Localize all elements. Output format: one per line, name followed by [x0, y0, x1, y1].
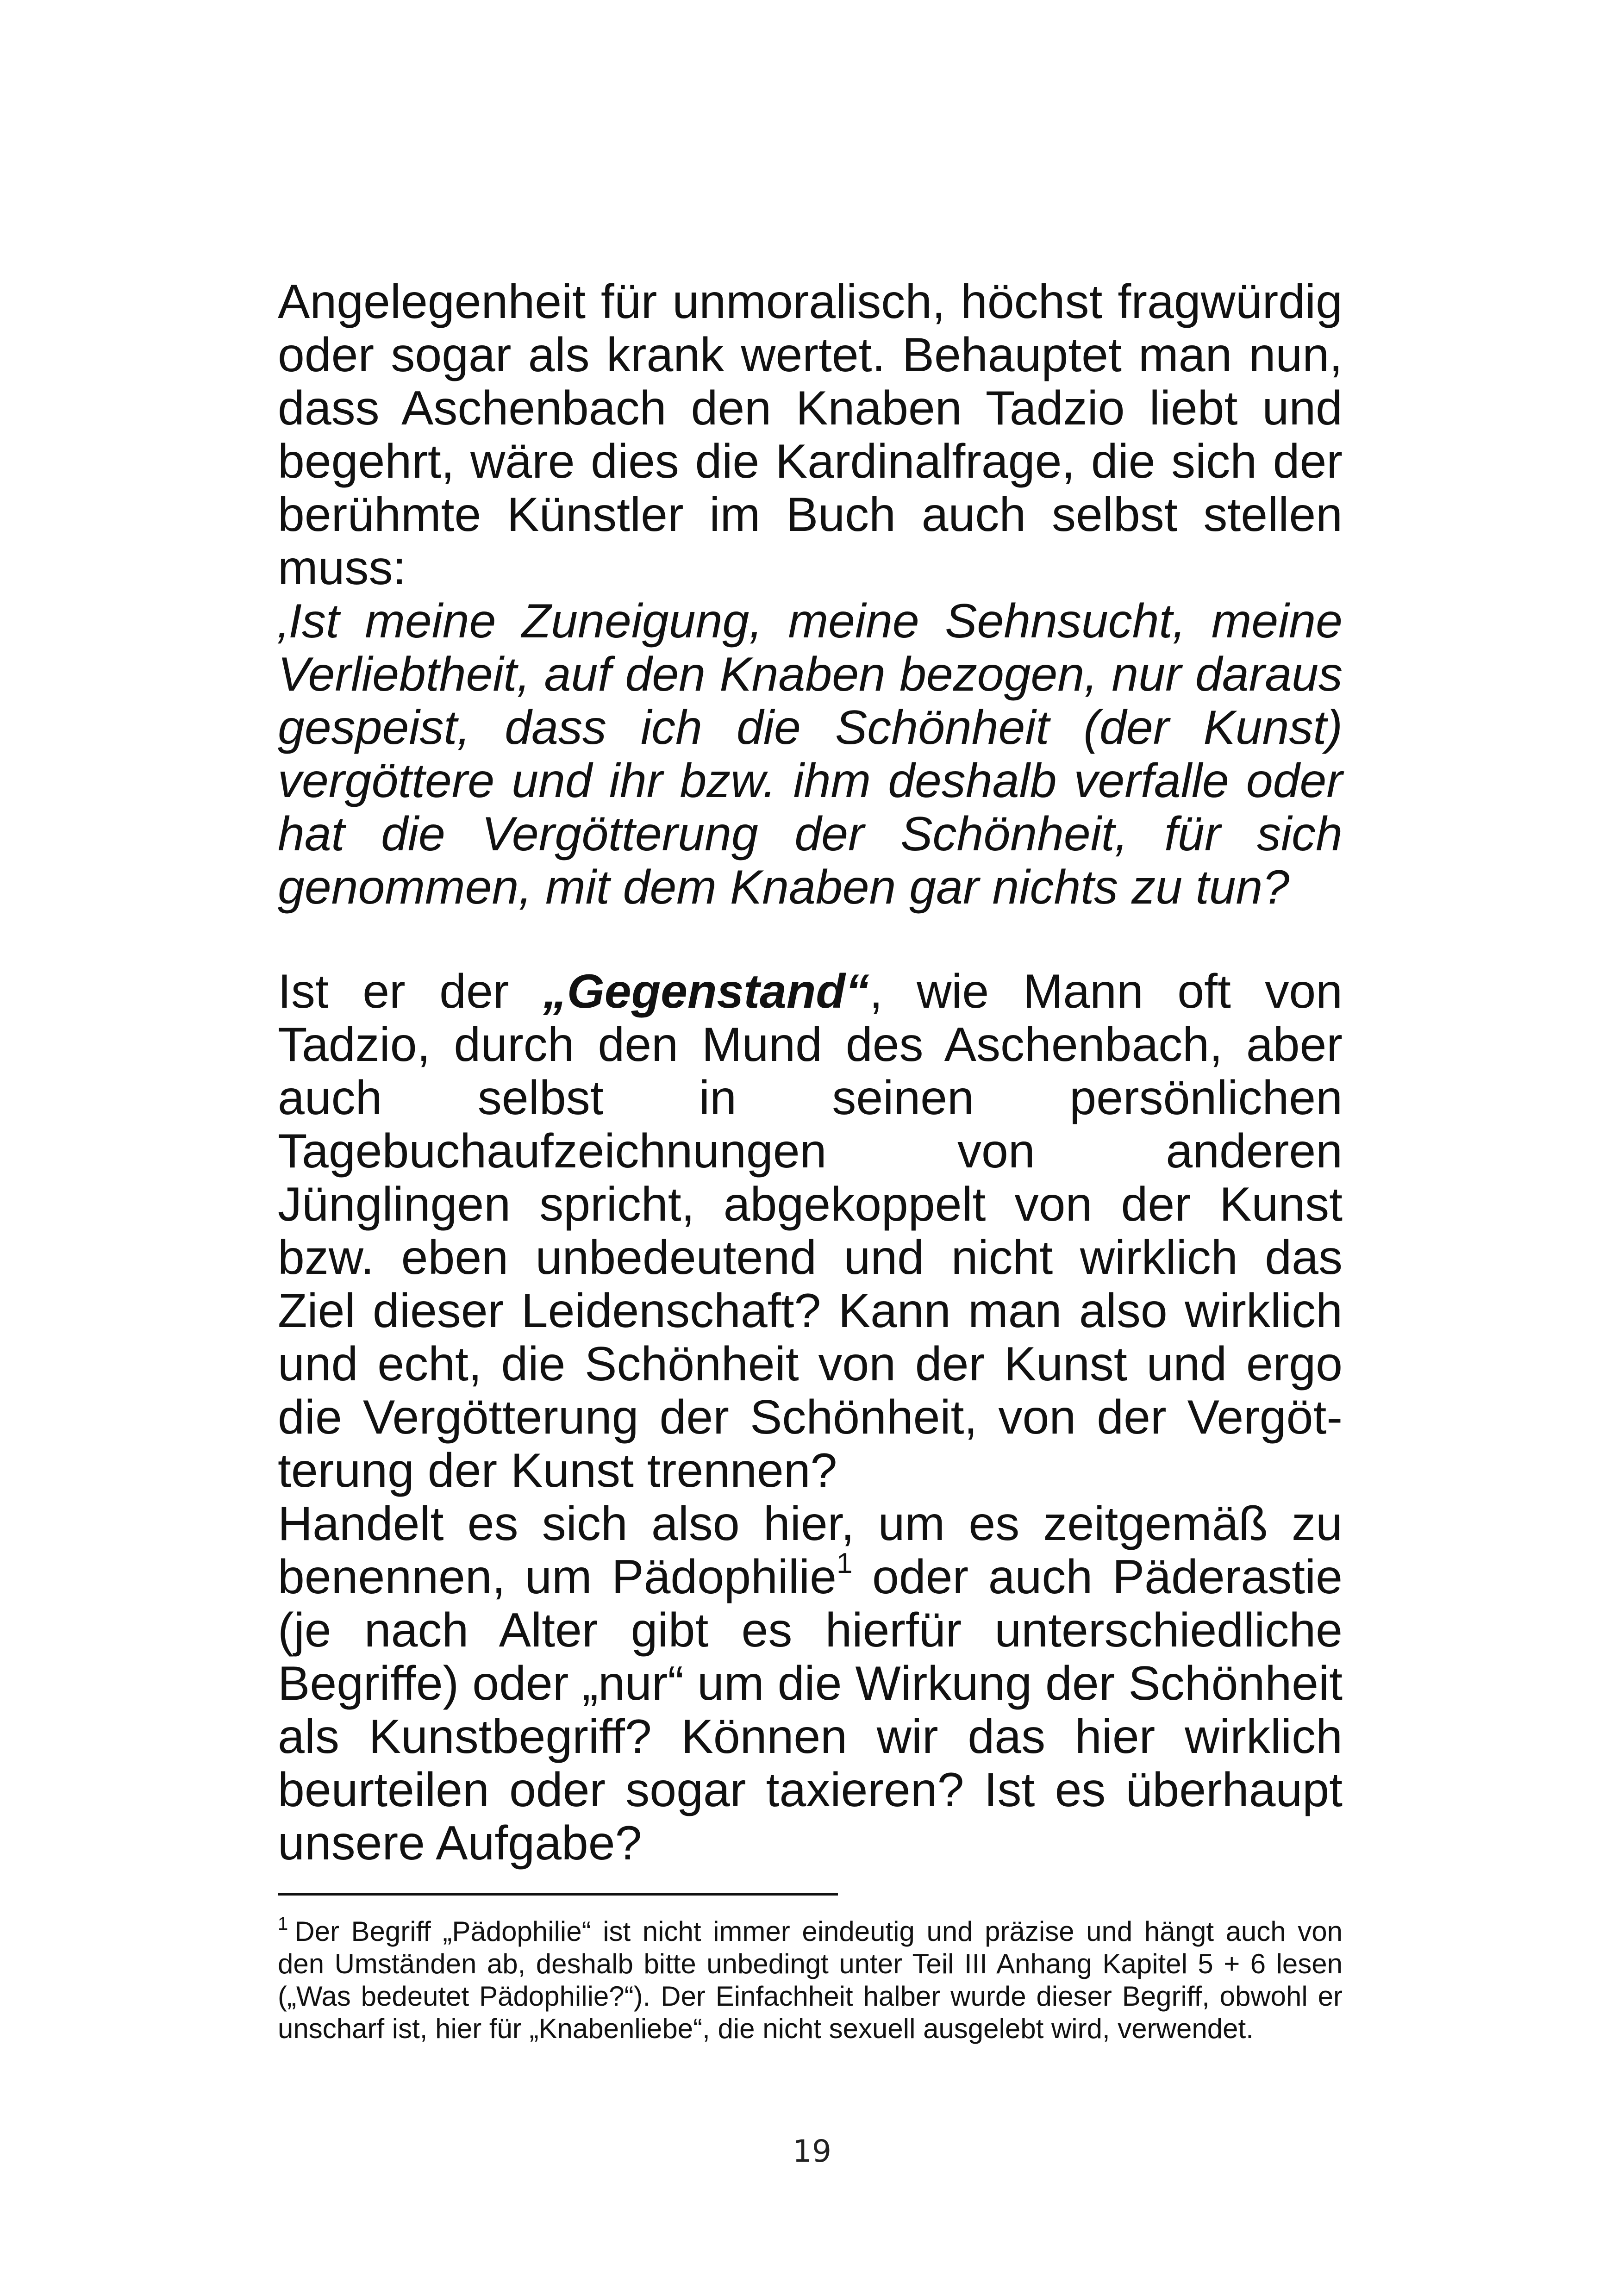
paragraph-1 [278, 275, 1343, 595]
footnote-reference[interactable]: 1 [836, 1547, 853, 1579]
paragraph-3 [278, 965, 1343, 1497]
paragraph-1-text: Angelegenheit für unmoralisch, höchst fragwürdig oder sogar als krank wertet. Behauptet man nun, dass Aschenbach den Knaben Tadzio liebt und begehrt, wäre dies die Kardinalfrage, die sich der berühmte Künstler im Buch auch selbst stellen muss: [278, 275, 1343, 595]
page-number: 19 [793, 2133, 831, 2169]
paragraph-2-text: ‚Ist meine Zuneigung, meine Sehnsucht, meine Verliebtheit, auf den Knaben bezogen, nur daraus gespeist, dass ich die Schönheit (der Kunst) vergöttere und ihr bzw. ihm deshalb verfalle oder hat die Vergötterung der Schönheit, für sich genommen, mit dem Knaben gar nichts zu tun? [278, 594, 1343, 914]
paragraph-4-text [278, 1497, 1343, 1870]
paragraph-4-after: oder auch Päderastie (je nach Alter gibt es hierfür unterschiedliche Begriffe) oder „nur“ um die Wirkung der Schönheit als Kunstbegriff? Können wir das hier wirklich beurteilen oder sogar taxieren? Ist es überhaupt unsere Aufgabe? [278, 1550, 1343, 1870]
paragraph-4 [278, 1497, 1343, 1870]
paragraph-3-after: , wie Mann oft von Tadzio, durch den Mund des Aschenbach, aber auch selbst in seinen persönlichen Tagebuchaufzeichnungen von anderen Jünglingen spricht, abgekoppelt von der Kunst bzw. eben unbedeutend und nicht wirklich das Ziel dieser Leidenschaft? Kann man also wirklich und echt, die Schönheit von der Kunst und ergo die Vergötterung der Schönheit, von der Vergötterung der Kunst trennen? [278, 965, 1343, 1497]
footnote-text: Der Begriff „Pädophilie“ ist nicht immer eindeutig und präzise und hängt auch von den Umständen ab, deshalb bitte unbedingt unter Teil III Anhang Kapitel 5 + 6 lesen („Was bedeutet Pädophilie?“). Der Einfachheit halber wurde dieser Begriff, obwohl er unscharf ist, hier für „Knabenliebe“, die nicht sexuell ausgelebt wird, verwendet. [278, 1916, 1343, 2044]
paragraph-3-before: Ist er der [278, 965, 543, 1018]
paragraph-4-before: Handelt es sich also hier, um es zeitgemäß zu benennen, um Pädophilie [278, 1497, 1343, 1604]
footnote-divider [278, 1893, 838, 1896]
footnote [278, 1915, 1343, 2045]
gegenstand-emphasis: „Gegenstand“ [543, 965, 869, 1018]
paragraph-2-quote [278, 595, 1343, 914]
paragraph-3-text [278, 965, 1343, 1497]
footnote-number: 1 [278, 1914, 288, 1934]
